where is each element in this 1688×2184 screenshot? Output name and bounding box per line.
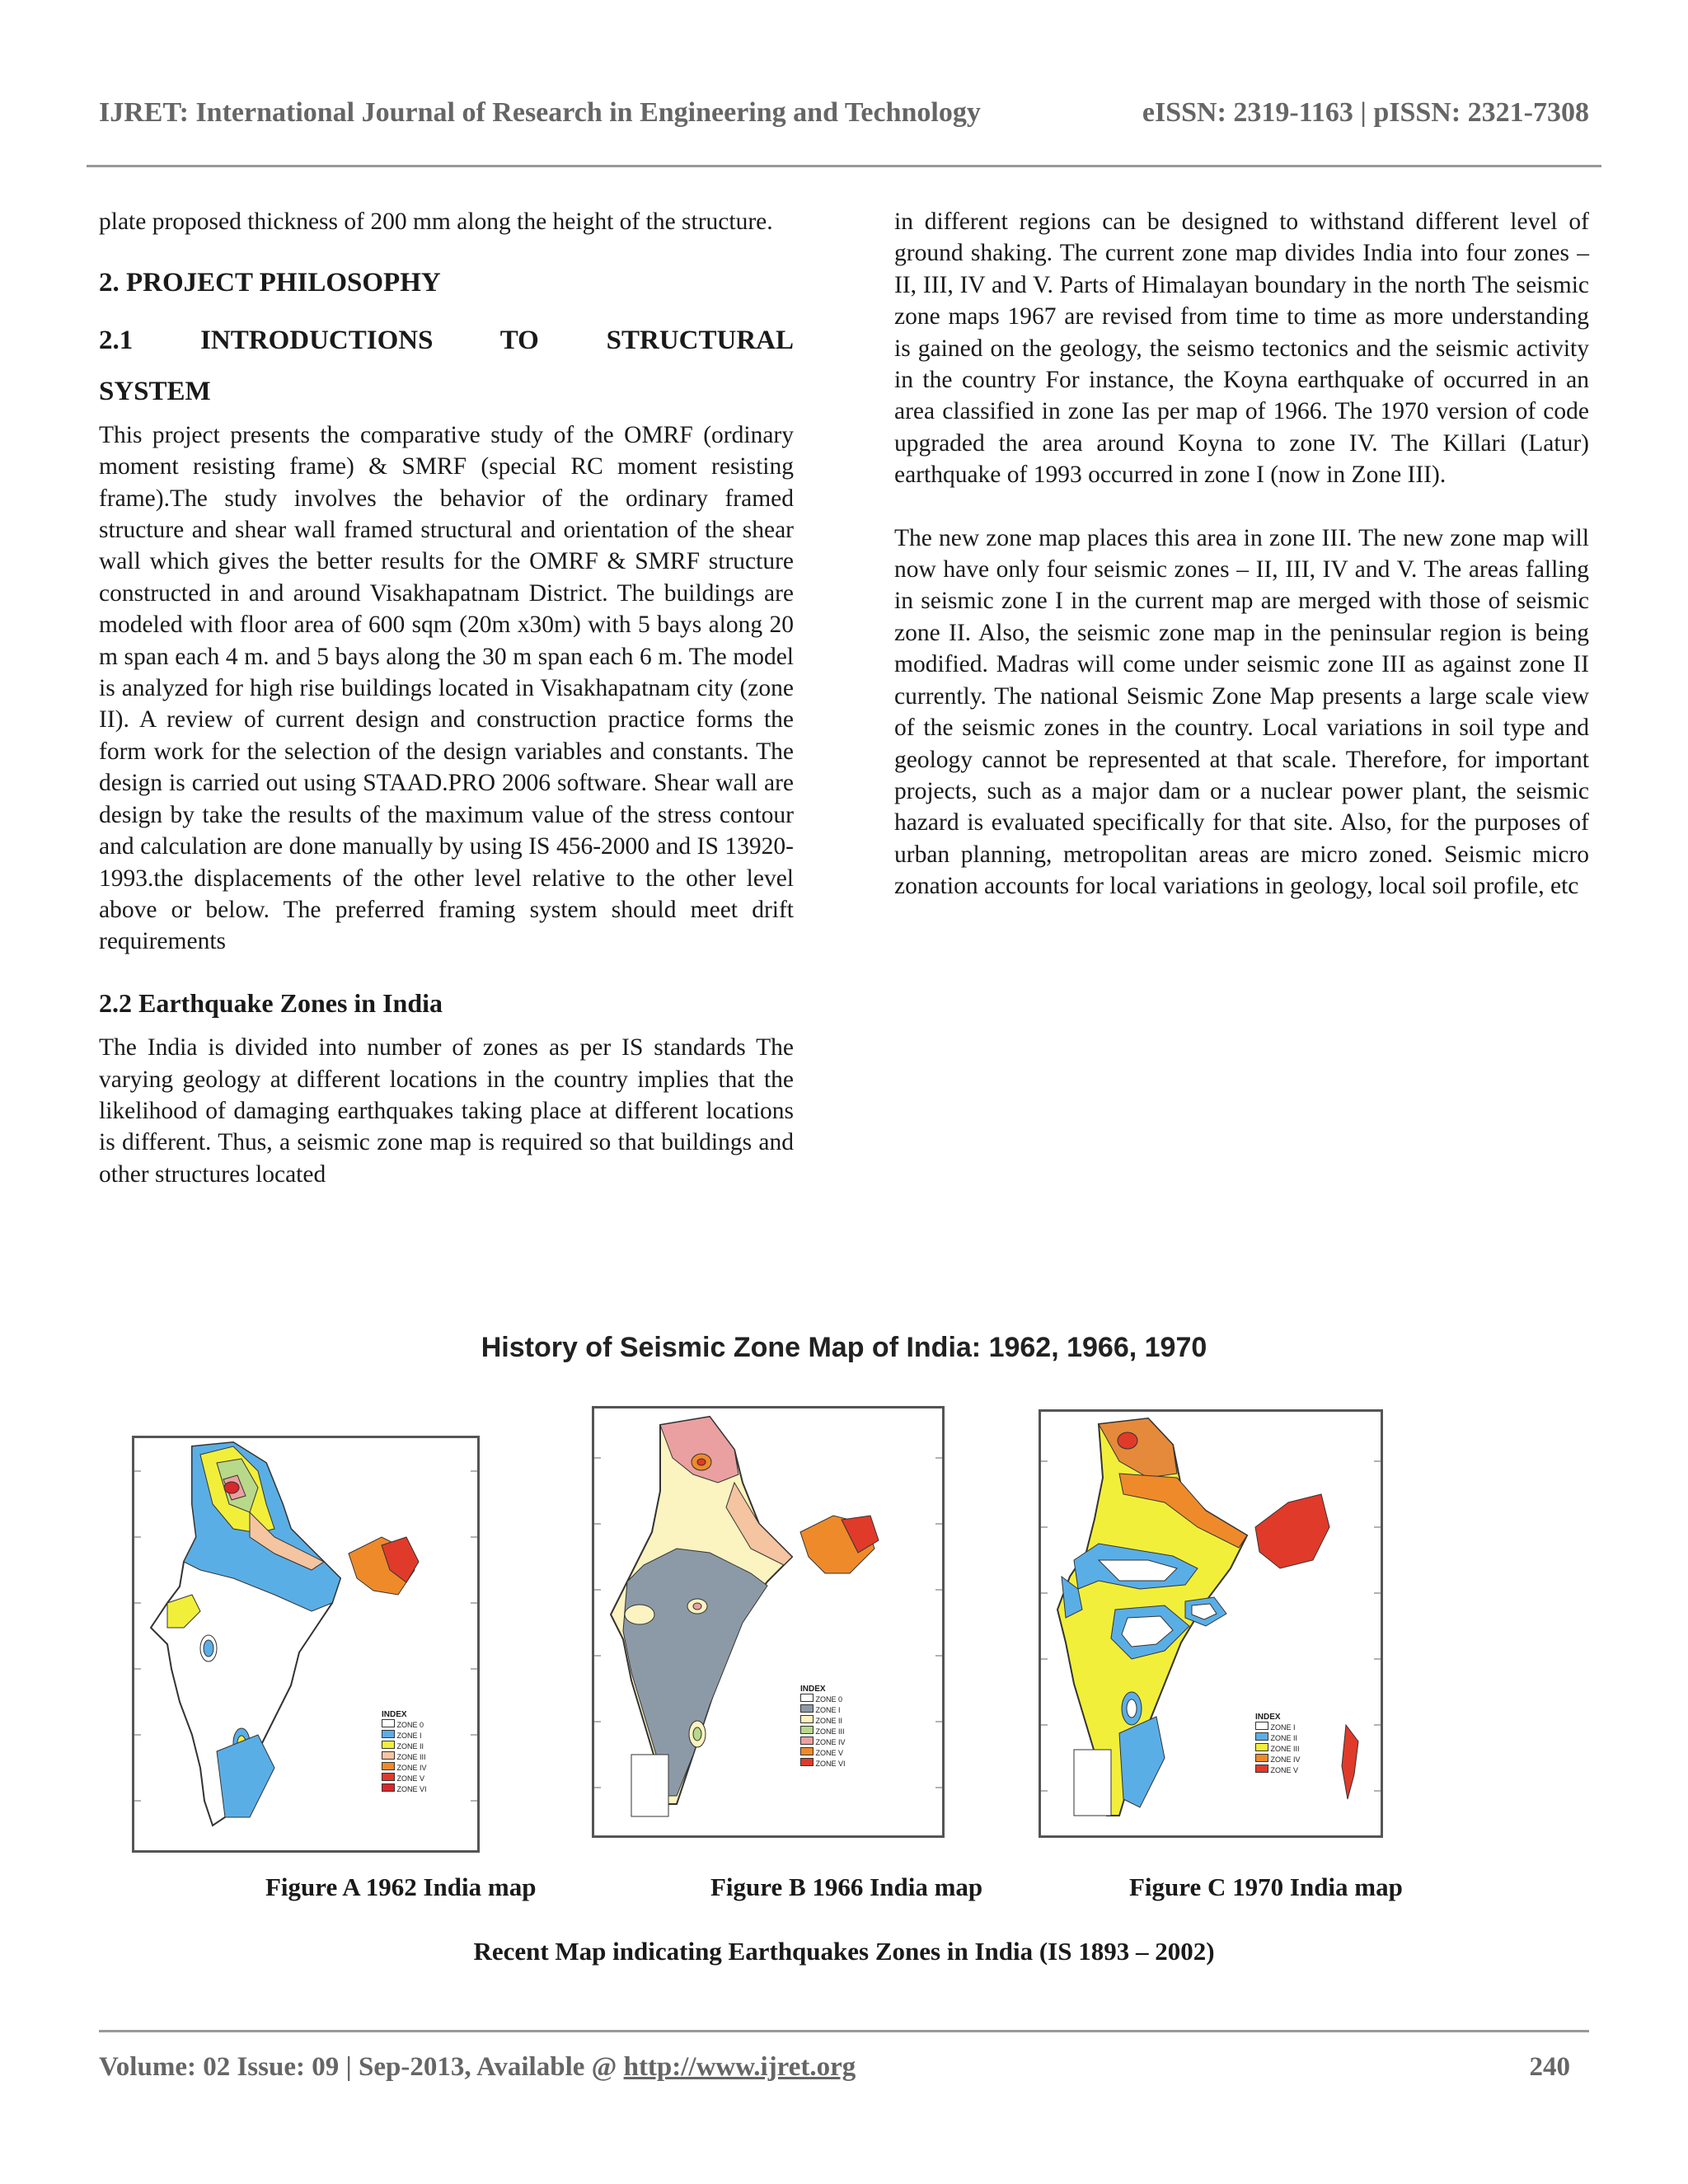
legend-item: ZONE V: [800, 1747, 874, 1758]
legend-item: ZONE III: [800, 1726, 874, 1736]
running-footer: [99, 2052, 1570, 2083]
legend-item: ZONE V: [382, 1773, 456, 1783]
header-divider: [87, 165, 1601, 167]
subsection-heading-2-1: 2.1 INTRODUCTIONS TO STRUCTURAL: [99, 325, 794, 355]
caption-figure-b: Figure B 1966 India map: [710, 1872, 983, 1901]
legend-item: ZONE I: [382, 1730, 456, 1741]
journal-link[interactable]: http://www.ijret.org: [623, 2052, 856, 2082]
page-number: 240: [1529, 2052, 1570, 2082]
legend-item: ZONE III: [1255, 1743, 1329, 1754]
intro-paragraph: plate proposed thickness of 200 mm along the height of the structure.: [99, 209, 773, 235]
legend-title: INDEX: [800, 1685, 826, 1694]
map-1970-legend: [1255, 1713, 1329, 1775]
section-heading: 2. PROJECT PHILOSOPHY: [99, 268, 441, 298]
volume-info: Volume: 02 Issue: 09 | Sep-2013, Available @: [99, 2052, 624, 2082]
paragraph-2-1: This project presents the comparative study of the OMRF (ordinary moment resisting frame) & SMRF (special RC moment resisting frame).The study involves the behavior of the ordinary framed structure and shear wall framed structural and orientation of the shear wall which gives the better results for the OMRF & SMRF structure constructed in and around Visakhapatnam District. The buildings are modeled with floor area of 600 sqm (20m x30m) with 5 bays along 20 m span each 4 m. and 5 bays along the 30 m span each 6 m. The model is analyzed for high rise buildings located in Visakhapatnam city (zone II). A review of current design and construction practice forms the form work for the selection of the design variables and constants. The design is carried out using STAAD.PRO 2006 software. Shear wall are design by take the results of the maximum value of the stress contour and calculation are done manually by using IS 456-2000 and IS 13920-1993.the displacements of the other level relative to the other level above or below. The preferred framing system should meet drift requirements: [99, 421, 794, 955]
subsection-heading-2-1-cont: SYSTEM: [99, 376, 211, 406]
map-1970: [1039, 1409, 1383, 1838]
issn-info: eISSN: 2319-1163 | pISSN: 2321-7308: [1142, 97, 1589, 128]
legend-item: ZONE VI: [800, 1758, 874, 1769]
caption-figure-c: Figure C 1970 India map: [1129, 1872, 1403, 1901]
map-1966-legend: [800, 1685, 874, 1769]
legend-title: INDEX: [1255, 1713, 1281, 1722]
legend-item: ZONE IV: [1255, 1754, 1329, 1765]
caption-figure-a: Figure A 1962 India map: [265, 1872, 537, 1901]
right-paragraph-1: in different regions can be designed to withstand different level of ground shaking. The current zone map divides India into four zones – II, III, IV and V. Parts of Himalayan boundary in the north The seismic zone maps 1967 are revised from time to time as more understanding is gained on the geology, the seismo tectonics and the seismic activity in the country For instance, the Koyna earthquake of occurred in an area classified in zone Ias per map of 1966. The 1970 version of code upgraded the area around Koyna to zone IV. The Killari (Latur) earthquake of 1993 occurred in zone I (now in Zone III).: [894, 209, 1589, 489]
recent-map-caption: Recent Map indicating Earthquakes Zones in India (IS 1893 – 2002): [473, 1937, 1215, 1966]
legend-item: ZONE II: [382, 1741, 456, 1751]
paragraph-2-2: The India is divided into number of zones as per IS standards The varying geology at different locations in the country implies that the likelihood of damaging earthquakes taking place at different locations is different. Thus, a seismic zone map is required so that buildings and other structures located: [99, 1034, 794, 1188]
right-paragraph-2: The new zone map places this area in zone III. The new zone map will now have only four seismic zones – II, III, IV and V. The areas falling in seismic zone I in the current map are merged with those of seismic zone II. Also, the seismic zone map in the peninsular region is being modified. Madras will come under seismic zone III as against zone II currently. The national Seismic Zone Map presents a large scale view of the seismic zones in the country. Local variations in soil type and geology cannot be represented at that scale. Therefore, for important projects, such as a major dam or a nuclear power plant, the seismic hazard is evaluated specifically for that site. Also, for the purposes of urban planning, metropolitan areas are micro zoned. Seismic micro zonation accounts for local variations in geology, local soil profile, etc: [894, 524, 1589, 900]
legend-item: ZONE IV: [382, 1762, 456, 1773]
map-1966-graphic: [594, 1408, 942, 1835]
legend-title: INDEX: [382, 1710, 407, 1719]
map-1970-graphic: [1041, 1412, 1381, 1835]
legend-item: ZONE 0: [382, 1719, 456, 1730]
left-column: [99, 206, 794, 1190]
figure-title: History of Seismic Zone Map of India: 1962, 1966, 1970: [481, 1332, 1207, 1363]
legend-item: ZONE I: [1255, 1722, 1329, 1732]
legend-item: ZONE III: [382, 1751, 456, 1762]
legend-item: ZONE II: [1255, 1732, 1329, 1743]
footer-divider: [99, 2030, 1589, 2032]
map-1966: [592, 1406, 945, 1838]
legend-item: ZONE IV: [800, 1736, 874, 1747]
journal-name: IJRET: International Journal of Research in Engineering and Technology: [99, 97, 981, 128]
map-1962: [132, 1436, 480, 1853]
right-column: [894, 206, 1589, 902]
map-1962-legend: [382, 1710, 456, 1794]
legend-item: ZONE V: [1255, 1765, 1329, 1775]
subsection-heading-2-2: 2.2 Earthquake Zones in India: [99, 987, 443, 1018]
legend-item: ZONE I: [800, 1704, 874, 1715]
legend-item: ZONE 0: [800, 1694, 874, 1704]
legend-item: ZONE VI: [382, 1783, 456, 1794]
legend-item: ZONE II: [800, 1715, 874, 1726]
